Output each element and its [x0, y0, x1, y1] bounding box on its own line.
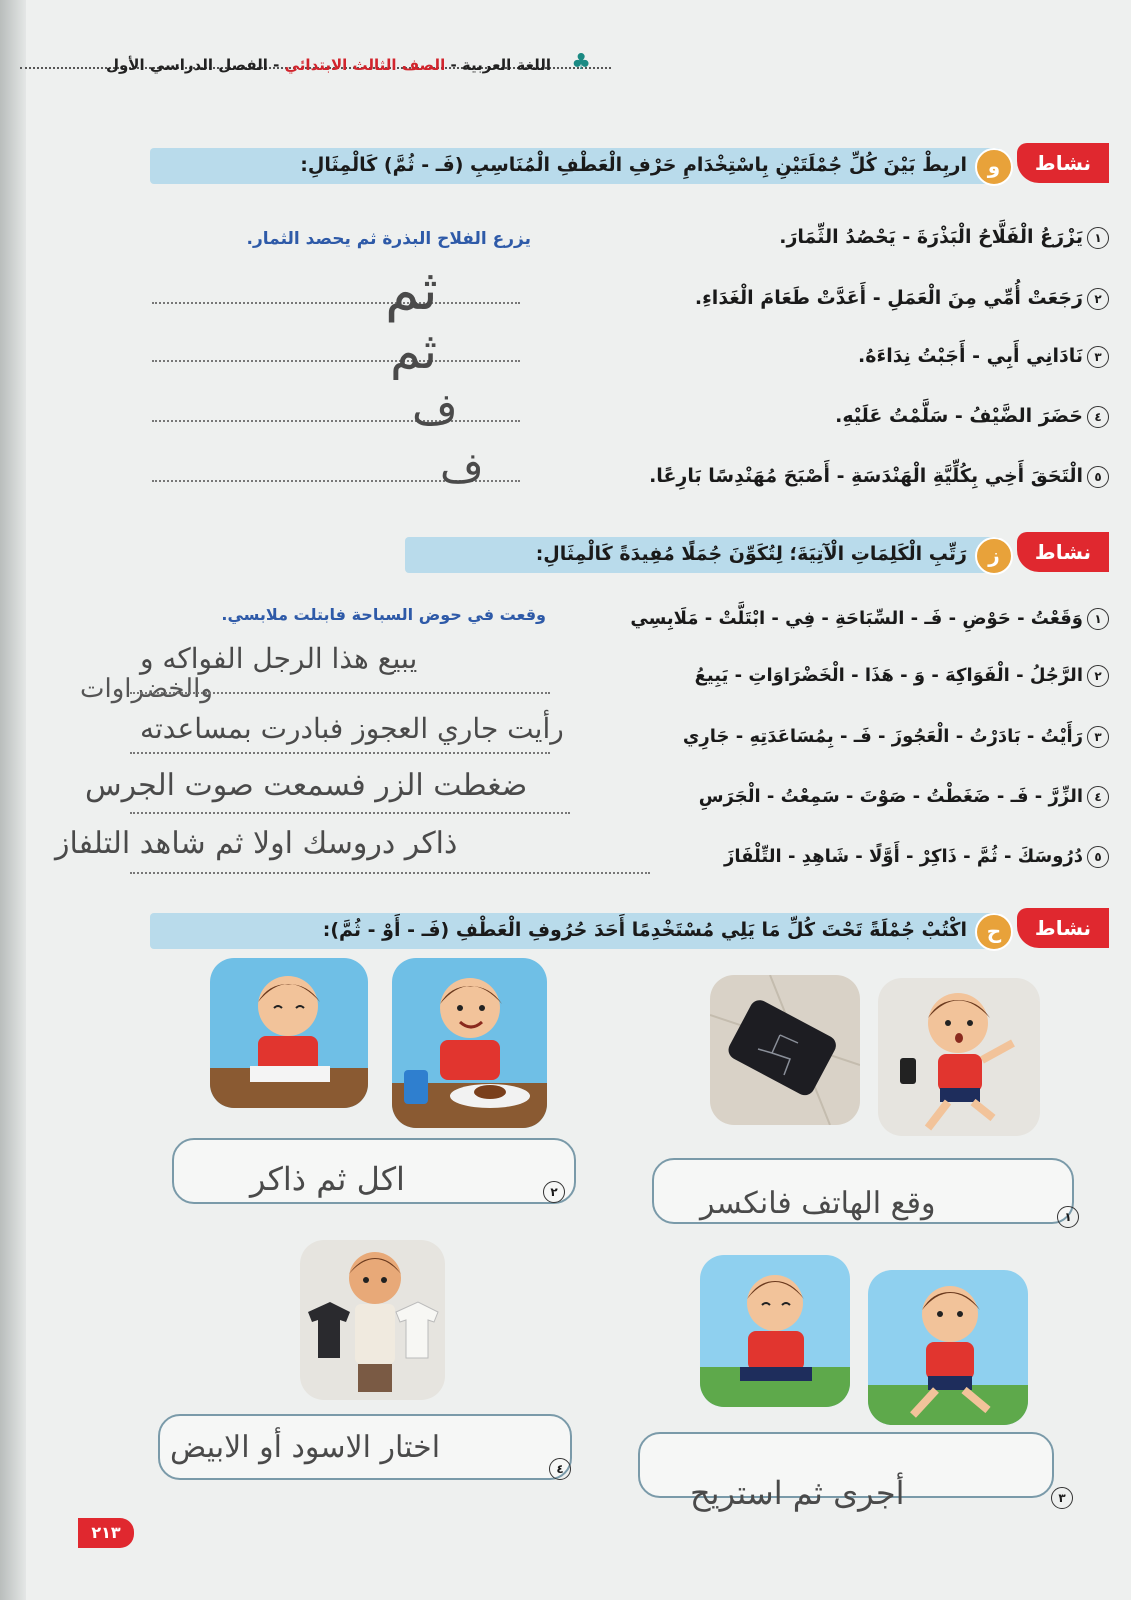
page-header — [20, 50, 1091, 84]
list-item: ٥الْتَحَقَ أَخِي بِكُلِّيَّةِ الْهَنْدَسَةِ - أَصْبَحَ مُهَنْدِسًا بَارِعًا. — [649, 465, 1109, 488]
list-item: ٣نَادَانِي أَبِي - أَجَبْتُ نِدَاءَهُ. — [858, 345, 1109, 368]
handwritten-answer: يبيع هذا الرجل الفواكه و — [140, 642, 418, 675]
list-item: ٢رَجَعَتْ أُمِّي مِنَ الْعَمَلِ - أَعَدَّتْ طَعَامَ الْغَدَاءِ. — [695, 287, 1109, 310]
handwritten-answer: ضغطت الزر فسمعت صوت الجرس — [85, 768, 528, 803]
answer-line[interactable] — [130, 870, 650, 874]
handwritten-answer: اكل ثم ذاكر — [250, 1160, 405, 1198]
boy-running-image — [878, 978, 1040, 1136]
answer-line[interactable] — [152, 300, 520, 304]
answer-line[interactable] — [152, 358, 520, 362]
answer-line[interactable] — [152, 418, 520, 422]
list-item: ٤الزِّرَّ - فَـ - ضَغَطْتُ - صَوْتَ - سَمِعْتُ - الْجَرَسِ — [699, 786, 1109, 808]
boy-running-park-image — [868, 1270, 1028, 1425]
activity-instruction: اكْتُبْ جُمْلَةً تَحْتَ كُلِّ مَا يَلِي مُسْتَخْدِمًا أَحَدَ حُرُوفِ الْعَطْفِ (فَـ - أَوْ - ثُمَّ): — [322, 919, 967, 941]
picture-number: ٤ — [545, 1457, 571, 1480]
broken-phone-image — [710, 975, 860, 1125]
example-answer: وقعت في حوض السباحة فابتلت ملابسي. — [221, 605, 546, 624]
activity-letter: ح — [975, 913, 1013, 951]
header-grade: الصف الثالث الابتدائي — [284, 56, 446, 74]
handwritten-answer: وقع الهاتف فانكسر — [700, 1186, 936, 1221]
activity-w-header — [150, 146, 1109, 186]
handwritten-answer-continued: والخضراوات — [80, 674, 213, 704]
list-item: ٣رَأَيْتُ - بَادَرْتُ - الْعَجُوزَ - فَـ - بِمُسَاعَدَتِهِ - جَارِي — [683, 726, 1109, 748]
activity-letter: ز — [975, 537, 1013, 575]
picture-number: ٣ — [1047, 1486, 1073, 1509]
boy-choosing-shirt-image — [300, 1240, 445, 1400]
handwritten-answer: ف — [412, 384, 458, 435]
handwritten-answer: ذاكر دروسك اولا ثم شاهد التلفاز — [55, 826, 458, 861]
handwritten-answer: رأيت جاري العجوز فبادرت بمساعدته — [140, 712, 564, 745]
eating-boy-icon — [392, 958, 547, 1128]
activity-badge: نشاط — [1017, 532, 1109, 572]
picture-number: ٢ — [539, 1180, 565, 1203]
activity-badge: نشاط — [1017, 143, 1109, 183]
list-item: ٥دُرُوسَكَ - ثُمَّ - ذَاكِرْ - أَوَّلًا - شَاهِدِ - التِّلْفَازَ — [724, 846, 1109, 868]
handwritten-answer: ثم — [390, 322, 438, 380]
activity-letter: و — [975, 148, 1013, 186]
shirts-icon — [300, 1240, 445, 1400]
activity-instruction: رَتِّبِ الْكَلِمَاتِ الْآتِيَةَ؛ لِتُكَوِّنَ جُمَلًا مُفِيدَةً كَالْمِثَالِ: — [535, 543, 967, 565]
example-answer: يزرع الفلاح البذرة ثم يحصد الثمار. — [246, 229, 531, 249]
header-title: اللغة العربية - الصف الثالث الابتدائي - الفصل الدراسي الأول — [105, 56, 551, 74]
page-number: ٢١٣ — [78, 1518, 134, 1548]
answer-line[interactable] — [130, 750, 550, 754]
studying-boy-icon — [210, 958, 368, 1108]
resting-boy-icon — [700, 1255, 850, 1407]
broken-phone-icon — [710, 975, 860, 1125]
handwritten-answer: أجرى ثم استريح — [690, 1474, 905, 1512]
boy-resting-image — [700, 1255, 850, 1407]
activity-h-header — [150, 911, 1109, 951]
handwritten-answer: اختار الاسود أو الابيض — [170, 1430, 441, 1465]
activity-badge: نشاط — [1017, 908, 1109, 948]
running-boy-icon — [878, 978, 1040, 1136]
activity-z-header — [405, 535, 1109, 575]
list-item: ٢الرَّجُلُ - الْفَوَاكِهَ - وَ - هَذَا - الْخَضْرَاوَاتِ - يَبِيعُ — [695, 665, 1109, 687]
logo-icon: ♣ — [571, 50, 591, 75]
boy-eating-image — [392, 958, 547, 1128]
picture-number: ١ — [1053, 1205, 1079, 1228]
running-park-icon — [868, 1270, 1028, 1425]
list-item: ١يَزْرَعُ الْفَلَّاحُ الْبَذْرَةَ - يَحْصُدُ الثِّمَارَ. — [779, 226, 1109, 249]
list-item: ١وَقَعْتُ - حَوْضِ - فَـ - السِّبَاحَةِ - فِي - ابْتَلَّتْ - مَلَابِسِي — [630, 608, 1109, 630]
answer-line[interactable] — [130, 810, 570, 814]
handwritten-answer: ف — [440, 443, 484, 492]
boy-studying-image — [210, 958, 368, 1108]
handwritten-answer: ثم — [385, 258, 438, 323]
answer-line[interactable] — [130, 690, 550, 694]
activity-instruction: اربِطْ بَيْنَ كُلِّ جُمْلَتَيْنِ بِاسْتِخْدَامِ حَرْفِ الْعَطْفِ الْمُنَاسِبِ (فَـ - ثُمَّ) كَالْمِثَالِ: — [300, 154, 967, 176]
list-item: ٤حَضَرَ الضَّيْفُ - سَلَّمْتُ عَلَيْهِ. — [835, 405, 1109, 428]
header-subject: اللغة العربية — [461, 56, 551, 74]
header-term: الفصل الدراسي الأول — [105, 56, 268, 74]
